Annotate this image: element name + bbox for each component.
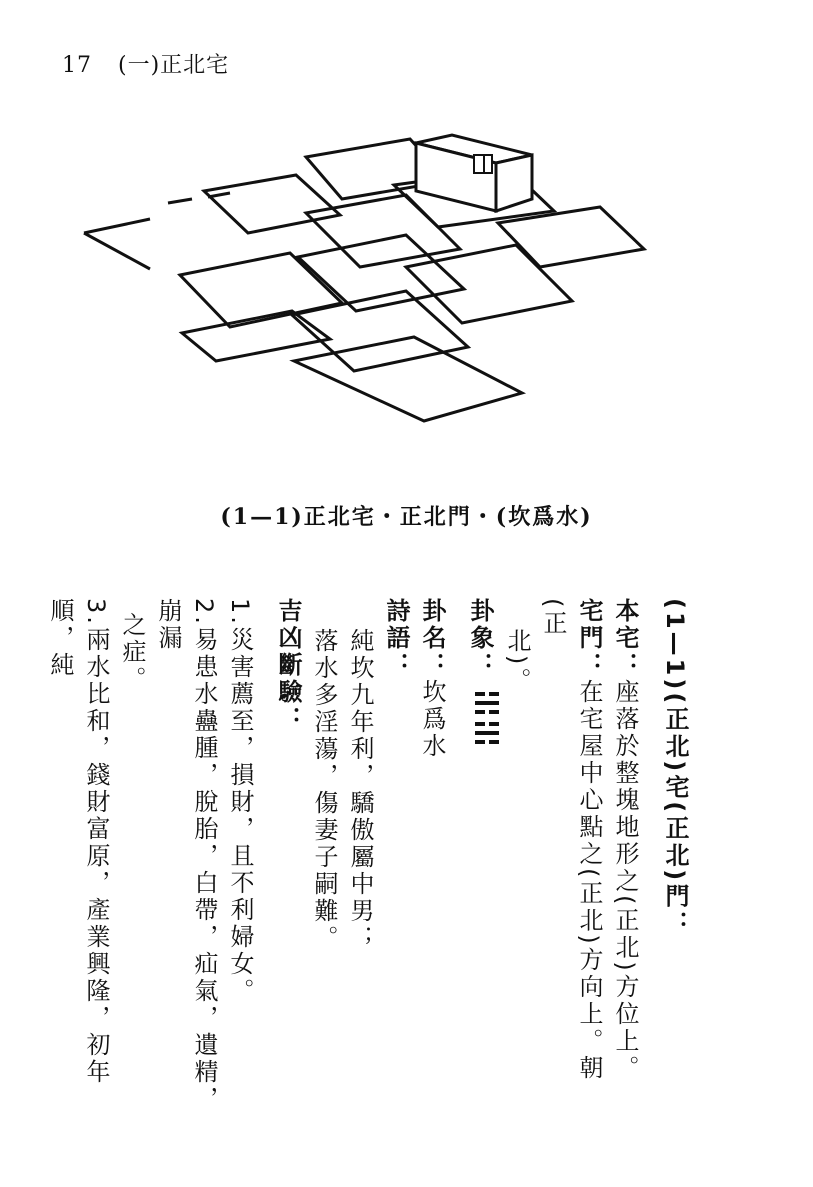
hexagram-name: 坎爲水 xyxy=(418,679,446,760)
kan-hexagram-icon xyxy=(475,690,499,750)
grid-cell xyxy=(84,219,150,269)
hexagram-line xyxy=(462,598,499,1118)
section-heading: (1—1)(正北)宅(正北)門： xyxy=(661,598,689,938)
fortune-label: 吉凶斷驗： xyxy=(274,598,302,733)
section-title: (一)正北宅 xyxy=(118,53,230,78)
grid-cell xyxy=(204,175,340,233)
fortune-item-3: 3.兩水比和，錢財富原，產業興隆，初年順，純 xyxy=(46,598,110,1086)
house-label: 本宅： xyxy=(611,598,639,679)
poem-label: 詩語： xyxy=(382,598,410,679)
hexagram-name-label: 卦名： xyxy=(418,598,446,679)
poem-line-1: 純坎九年利，驕傲屬中男； xyxy=(346,628,374,952)
grid-cell xyxy=(182,311,330,361)
page-number: 17 xyxy=(62,53,92,78)
door-line xyxy=(535,598,607,1118)
house-line xyxy=(607,598,643,1118)
hexagram-label: 卦象： xyxy=(466,598,494,679)
house-door xyxy=(474,155,484,173)
poem-line-2: 落水多淫蕩，傷妻子嗣難。 xyxy=(310,628,338,952)
hexagram-name-line xyxy=(414,598,450,1118)
figure-caption: (1—1)正北宅・正北門・(坎爲水) xyxy=(220,504,593,530)
body-text-vertical xyxy=(46,598,693,1118)
door-label: 宅門： xyxy=(575,598,603,679)
door-line-continued: 北)。 xyxy=(503,628,531,695)
house xyxy=(416,135,532,211)
site-grid-diagram xyxy=(70,115,690,435)
door-text-1: 在宅屋中心點之(正北)方向上。朝(正 xyxy=(539,598,603,1082)
fortune-item-2: 2.易患水蠱腫，脫胎，白帶，疝氣，遺精，崩漏 xyxy=(154,598,218,1113)
house-text: 座落於整塊地形之(正北)方位上。 xyxy=(611,679,639,1082)
page-header xyxy=(62,48,229,79)
fortune-item-1: 1.災害薦至，損財，且不利婦女。 xyxy=(226,598,254,1005)
grid-cell-dashed xyxy=(168,193,230,203)
fortune-item-2-continued: 之症。 xyxy=(118,612,146,693)
